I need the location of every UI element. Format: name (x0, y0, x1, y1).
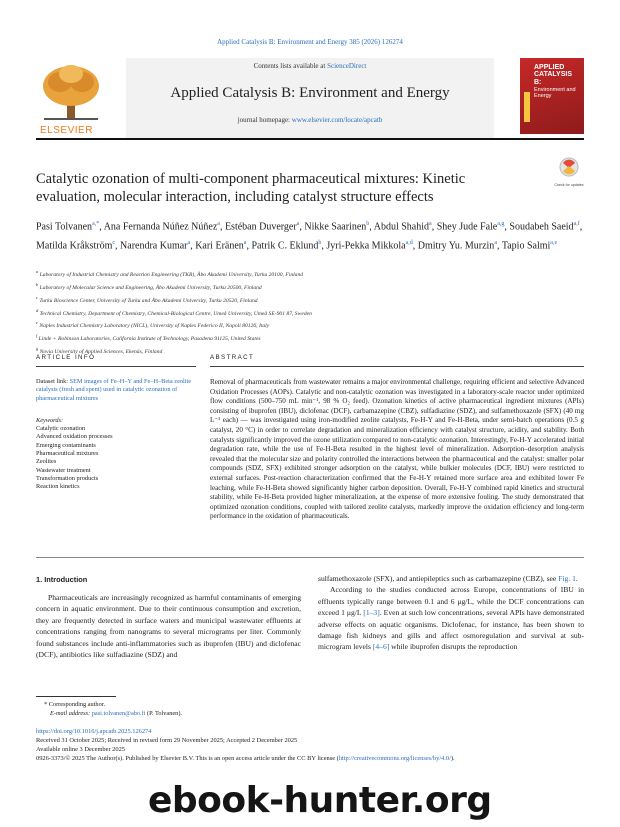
article-info-column (36, 378, 196, 492)
email-link[interactable]: pasi.tolvanen@abo.fi (91, 710, 146, 717)
affiliation-item (36, 344, 584, 357)
journal-header-center (126, 58, 494, 138)
author-name[interactable]: Estéban Duverger (224, 221, 297, 233)
affiliation-marker: f (36, 333, 38, 339)
author-name[interactable]: Soudabeh Saeid (509, 221, 574, 233)
author-affiliation-marker[interactable]: a (494, 240, 497, 247)
publication-footer (36, 727, 584, 763)
license-line: 0926-3373/© 2025 The Author(s). Published by Elsevier B.V. This is an open access article under the CC BY license (http://creativecommons.org/licenses/by/4.0/). (36, 755, 455, 762)
affiliation-marker: b (36, 281, 39, 287)
affiliation-item (36, 318, 584, 331)
affiliation-text: Technical Chemistry, Department of Chemistry, Chemical-Biological Centre, Umeå University, Umeå SE-901 87, Sweden (39, 310, 312, 317)
introduction-heading: 1. Introduction (36, 575, 88, 584)
affiliation-marker: a (36, 269, 39, 274)
keyword-item: Transformation products (36, 474, 99, 482)
author-affiliation-marker[interactable]: a (217, 221, 220, 227)
author-affiliation-marker[interactable]: a,e (550, 240, 558, 247)
article-title: Catalytic ozonation of multi-component pharmaceutical mixtures: Kinetic evaluation, molecular interaction, including catalyst structure effects (36, 171, 466, 205)
author-affiliation-marker[interactable]: a,* (92, 221, 100, 227)
author-affiliation-marker[interactable]: c (112, 240, 116, 247)
citation-link[interactable]: [1–3] (363, 608, 380, 618)
affiliation-list (36, 267, 584, 357)
author-name[interactable]: Matilda Kråkström (36, 240, 113, 252)
sciencedirect-link[interactable]: ScienceDirect (327, 62, 367, 70)
author-name[interactable]: Patrik C. Eklund (251, 240, 319, 252)
author-name[interactable]: Abdul Shahid (373, 221, 430, 233)
homepage-line: journal homepage: www.elsevier.com/locate/apcatb (237, 116, 383, 124)
author-affiliation-marker[interactable]: a,f (573, 221, 580, 227)
author-affiliation-marker[interactable]: a (296, 221, 300, 227)
check-for-updates-label: Check for updates (554, 183, 584, 187)
affiliation-item (36, 280, 584, 293)
affiliation-marker: c (36, 294, 38, 300)
affiliation-item (36, 331, 584, 344)
abstract-heading: ABSTRACT (210, 354, 255, 361)
journal-cover-image (520, 58, 584, 134)
figure-link[interactable]: Fig. 1 (558, 574, 576, 583)
affiliation-text: Naples Industrial Chemistry Laboratory (NICL), University of Naples Federico II, Napoli 80126, Italy (39, 323, 270, 330)
affiliation-marker: g (36, 346, 39, 352)
affiliation-text: Novia University of Applied Sciences, Ekenäs, Finland (39, 349, 163, 356)
author-name[interactable]: Pasi Tolvanen (36, 221, 93, 233)
email-line: E-mail address: pasi.tolvanen@abo.fi (P. Tolvanen). (50, 710, 182, 717)
license-link[interactable]: http://creativecommons.org/licenses/by/4.0/ (338, 755, 451, 762)
introduction-left-column: Pharmaceuticals are increasingly recognized as harmful contaminants of emerging concern in aquatic environment. Due to their continuous consumption and excretion, they are frequently detected in surface waters and municipal wastewater effluents at concentrations ranging from nanograms to several micrograms per liter. Commonly found substances include anti-inflammatories such as ibuprofen (IBU) and diclofenac (DCF), antibiotics like sulfadiazine (SDZ) and (36, 593, 301, 660)
keywords-list (36, 425, 196, 491)
journal-reference[interactable]: Applied Catalysis B: Environment and Energy 385 (2026) 126274 (217, 38, 403, 46)
affiliation-item (36, 306, 584, 319)
author-name[interactable]: Dmitry Yu. Murzin (417, 240, 495, 252)
article-info-rule (36, 366, 196, 367)
journal-header (36, 58, 584, 140)
abstract-text: Removal of pharmaceuticals from wastewater remains a major environmental challenge, requiring efficient and selective Advanced Oxidation Processes (AOPs). Catalytic and non-catalytic ozonation was investigated in a laboratory-scale reactor under optimized flow conditions (500–750 mL min⁻¹, 98 % O₂ feed). Ozonation kinetics of active pharmaceutical ingredient mixtures (APIs) consisting of ibuprofen (IBU), diclofenac (DCF), carbamazepine (CBZ), sulfadiazine (SDZ), and sulfamethoxazole (SFX) (40 mg L⁻¹ each) — was investigated using iron-modified zeolite catalysts, Fe-H-Y and Fe-H-Beta, under semi-batch operations (0.5 g catalyst, 20 °C) in order to correlate degradation and mineralization efficiency with catalyst structure, acidity, and stability. Both catalysts significantly improved the ozone utilization compared to non-catalytic ozonation. Interestingly, Fe-H-Y accelerated initial degradation rate, while the use of Fe-H-Beta resulted in the highest level of mineralization. Adsorption–desorption analysis revealed that the molecular size and polarity controlled the interactions between the pharmaceutical and the catalyst: smaller polar compounds (SDZ, SFX) exhibited stronger adsorption on the catalyst, while bulkier molecules (DCF, IBU) were restricted to external surfaces. Post-reaction characterization confirmed that the Fe-H-Y retained more surface area and exhibited lower Fe leaching, while Fe-H-Beta showed significantly higher carbon deposition. Overall, Fe-H-Y combined rapid kinetics and structural stability, while Fe-H-Beta provided higher mineralization, at the expense of more extensive fouling. The study demonstrated that optimized ozonation conditions, coupled with tailored zeolite catalysts, markedly improve the oxidation efficiency and long-term performance in the oxidation of pharmaceuticals. (210, 378, 584, 521)
author-affiliation-marker[interactable]: b (318, 240, 322, 247)
check-for-updates-badge[interactable] (554, 155, 584, 185)
homepage-link[interactable]: www.elsevier.com/locate/apcatb (291, 116, 383, 124)
author-name[interactable]: Nikke Saarinen (304, 221, 367, 233)
keyword-item: Emerging contaminants (36, 441, 96, 449)
cover-stripe (524, 92, 530, 122)
author-name[interactable]: Jyri-Pekka Mikkola (326, 240, 406, 252)
cover-title: APPLIED CATALYSIS B: (534, 64, 572, 86)
affiliation-text: Laboratory of Industrial Chemistry and Reaction Engineering (TKR), Åbo Akademi University, Turku 20100, Finland (39, 271, 304, 278)
author-affiliation-marker[interactable]: b (366, 221, 370, 227)
author-name[interactable]: Shey Jude Fale (436, 221, 498, 233)
keyword-item: Advanced oxidation processes (36, 433, 113, 441)
author-name[interactable]: Ana Fernanda Núñez Núñez (103, 221, 218, 233)
footnote-rule (36, 696, 116, 697)
abstract-rule (210, 366, 584, 367)
author-list: Pasi Tolvanen$^{a,*}$, Ana Fernanda Núñez Núñez$^a$, Estéban Duverger$^a$, Nikke Saarinen$^b$, Abdul Shahid$^a$, Shey Jude Fale$^{a,g}$, Soudabeh Saeid$^{a,f}$, Matilda Kråkström$^c$, Narendra Kumar$^a$, Kari Eränen$^a$, Patrik C. Eklund$^b$, Jyri-Pekka Mikkola$^{a,d}$, Dmitry Yu. Murzin$^a$, Tapio Salmi$^{a,e}$ (36, 221, 583, 252)
keywords-label: Keywords: (36, 416, 64, 424)
keyword-item: Pharmaceutical mixtures (36, 450, 99, 458)
author-affiliation-marker[interactable]: a,g (497, 221, 505, 227)
doi-link[interactable]: https://doi.org/10.1016/j.apcatb.2025.126274 (36, 728, 152, 735)
keyword-item: Zeolites (36, 458, 57, 466)
author-affiliation-marker[interactable]: a (243, 240, 247, 247)
intro-paragraph: According to the studies conducted across Europe, concentrations of IBU in effluents typically range between 0.1 and 6 μg/L, while the DCF concentrations can exceed 1 μg/L [1–3]. Even at such low concentrations, several APIs have demonstrated adverse effects on aquatic organisms. Diclofenac, for instance, has been shown to damage fish kidneys and gills and affect osmoregulation and survival at sub-microgram levels [4–6] while ibuprofen disrupts the reproduction (318, 585, 584, 652)
elsevier-tree-logo (36, 62, 106, 136)
abstract-bottom-rule (36, 557, 584, 558)
author-affiliation-marker[interactable]: a (429, 221, 432, 227)
cover-subtitle: Environment and Energy (534, 87, 576, 99)
dataset-link[interactable]: SEM images of Fe–H–Y and Fe–H–Beta zeolite catalysts (fresh and spent) used in catalytic ozonation of pharmaceutical mixtures (36, 378, 192, 402)
affiliation-marker: d (36, 307, 39, 313)
keyword-item: Wastewater treatment (36, 466, 91, 474)
affiliation-item (36, 293, 584, 306)
author-name[interactable]: Narendra Kumar (120, 240, 188, 252)
author-affiliation-marker[interactable]: a,d (405, 240, 413, 247)
affiliation-text: Turku Bioscience Center, University of Turku and Åbo Akademi University, Turku 20520, Finland (39, 297, 258, 304)
keyword-item: Reaction kinetics (36, 483, 80, 491)
received-dates: Received 31 October 2025; Received in revised form 29 November 2025; Accepted 2 December 2025 (36, 737, 298, 744)
dataset-link-block: Dataset link: SEM images of Fe–H–Y and Fe–H–Beta zeolite catalysts (fresh and spent) used in catalytic ozonation of pharmaceutical mixtures (36, 378, 192, 402)
citation-link[interactable]: [4–6] (372, 642, 390, 652)
intro-paragraph: sulfamethoxazole (SFX), and antiepileptics such as carbamazepine (CBZ), see Fig. 1. (318, 574, 578, 583)
keyword-item: Catalytic ozonation (36, 425, 86, 433)
article-info-heading: ARTICLE INFO (36, 354, 96, 361)
check-for-updates-icon (554, 155, 584, 185)
contents-line: Contents lists available at ScienceDirect (253, 62, 367, 70)
affiliation-marker: e (36, 320, 38, 326)
elsevier-wordmark: ELSEVIER (40, 125, 93, 136)
corresponding-author-footnote (44, 700, 182, 718)
affiliation-item (36, 267, 584, 280)
corresponding-author-line: * Corresponding author. (44, 701, 106, 708)
affiliation-text: Linde + Robinson Laboratories, California Institute of Technology, Pasadena 91125, United States (38, 336, 261, 343)
affiliation-text: Laboratory of Molecular Science and Engineering, Åbo Akademi University, Turku 20500, Finland (39, 284, 262, 291)
introduction-right-column (318, 573, 584, 653)
author-affiliation-marker[interactable]: a (187, 240, 191, 247)
author-name[interactable]: Tapio Salmi (501, 240, 551, 252)
available-online-date: Available online 3 December 2025 (36, 746, 125, 753)
author-name[interactable]: Kari Eränen (195, 240, 244, 252)
watermark-text: ebook-hunter.org (148, 780, 492, 821)
journal-title: Applied Catalysis B: Environment and Energy (170, 85, 450, 101)
